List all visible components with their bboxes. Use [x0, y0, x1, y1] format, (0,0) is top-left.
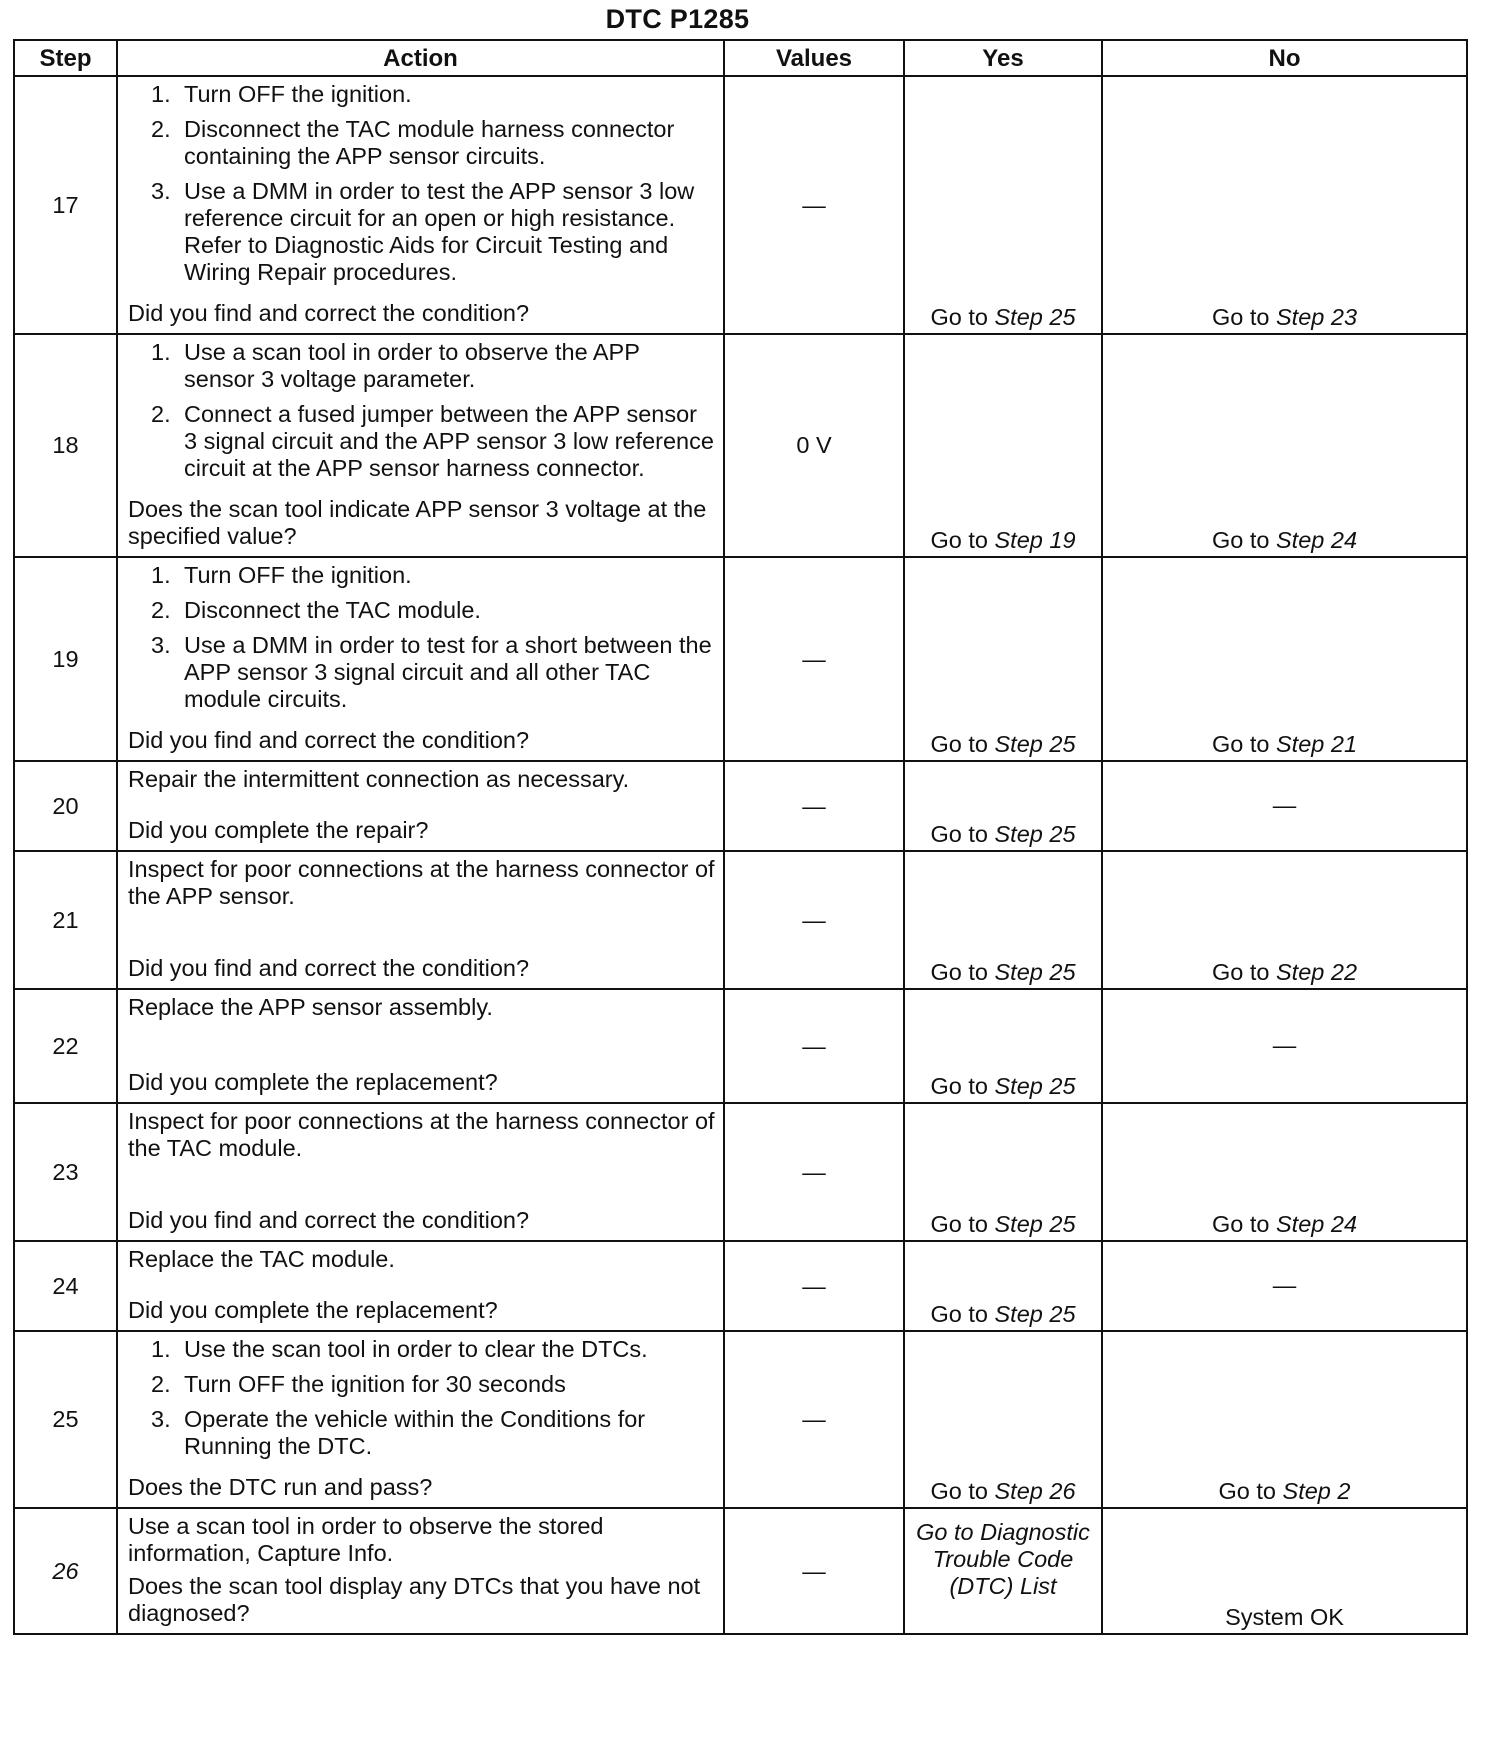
action-step-item [151, 1371, 715, 1398]
no-goto-target: Step 21 [1276, 731, 1358, 757]
action-spacer [128, 1021, 715, 1069]
no-dash: — [1272, 1031, 1297, 1058]
yes-cell [904, 989, 1102, 1103]
table-row [14, 1103, 1467, 1241]
no-goto-target: Step 2 [1282, 1478, 1351, 1504]
yes-goto-prefix: Go to [930, 527, 995, 553]
action-cell [117, 1331, 724, 1508]
table-header-row [14, 40, 1467, 76]
action-cell [117, 851, 724, 989]
action-content [128, 994, 715, 1096]
no-goto-prefix: Go to [1211, 959, 1276, 985]
table-row [14, 851, 1467, 989]
action-content [128, 856, 715, 982]
value-cell: — [724, 989, 904, 1103]
yes-goto-target: Step 19 [994, 527, 1076, 553]
yes-goto-target: Step 25 [994, 1073, 1076, 1099]
no-cell [1102, 1241, 1467, 1331]
value-cell: 0 V [724, 334, 904, 557]
action-cell [117, 557, 724, 761]
yes-goto-target: Step 25 [994, 304, 1076, 330]
action-step-number: 1. [151, 1336, 171, 1362]
table-row [14, 1241, 1467, 1331]
step-number: 25 [14, 1331, 117, 1508]
action-cell [117, 1241, 724, 1331]
step-number: 22 [14, 989, 117, 1103]
action-question: Does the scan tool display any DTCs that you have not diagnosed? [128, 1573, 701, 1626]
table-row [14, 1508, 1467, 1634]
action-step-text: Turn OFF the ignition. [184, 562, 412, 588]
no-goto-prefix: Go to [1211, 304, 1276, 330]
action-step-number: 2. [151, 116, 171, 142]
action-step-item [151, 562, 715, 589]
value-cell: — [724, 761, 904, 851]
step-number: 19 [14, 557, 117, 761]
no-cell [1102, 76, 1467, 334]
action-instruction: Inspect for poor connections at the harness connector of the APP sensor. [128, 856, 715, 909]
no-goto-prefix: Go to [1218, 1478, 1283, 1504]
action-question: Did you complete the repair? [128, 817, 429, 843]
page-title: DTC P1285 [605, 4, 750, 34]
step-number: 26 [14, 1508, 117, 1634]
action-content [128, 766, 715, 844]
yes-goto-prefix: Go to [930, 731, 995, 757]
action-step-item [151, 178, 715, 286]
step-number: 17 [14, 76, 117, 334]
no-cell [1102, 1508, 1467, 1634]
yes-goto-target: Step 25 [994, 1301, 1076, 1327]
no-goto-target: Step 22 [1276, 959, 1358, 985]
action-step-item [151, 597, 715, 624]
action-step-number: 3. [151, 632, 171, 658]
action-content [128, 339, 715, 550]
no-goto-prefix: Go to [1211, 731, 1276, 757]
action-spacer [128, 910, 715, 955]
action-instruction: Repair the intermittent connection as necessary. [128, 766, 630, 792]
no-dash: — [1272, 791, 1297, 818]
yes-cell [904, 761, 1102, 851]
action-step-text: Operate the vehicle within the Conditions for Running the DTC. [184, 1406, 646, 1459]
no-goto-link[interactable] [1212, 731, 1357, 757]
yes-goto-prefix: Go to [930, 1301, 995, 1327]
yes-goto-link[interactable] [930, 959, 1075, 985]
action-step-number: 1. [151, 562, 171, 588]
action-step-text: Disconnect the TAC module harness connector containing the APP sensor circuits. [184, 116, 675, 169]
yes-cell [904, 1508, 1102, 1634]
action-step-number: 2. [151, 597, 171, 623]
no-cell [1102, 334, 1467, 557]
table-row [14, 334, 1467, 557]
table-row [14, 1331, 1467, 1508]
step-number: 24 [14, 1241, 117, 1331]
no-goto-link[interactable] [1212, 527, 1357, 553]
action-step-text: Use a DMM in order to test for a short between the APP sensor 3 signal circuit and all other TAC module circuits. [184, 632, 712, 712]
yes-cell [904, 1331, 1102, 1508]
yes-goto-target: Step 26 [994, 1478, 1076, 1504]
action-step-list [128, 1336, 715, 1468]
yes-goto-link[interactable] [930, 1211, 1075, 1237]
yes-cell [904, 76, 1102, 334]
value-cell: — [724, 1241, 904, 1331]
yes-cell [904, 1241, 1102, 1331]
action-step-text: Use a scan tool in order to observe the APP sensor 3 voltage parameter. [184, 339, 640, 392]
table-row [14, 557, 1467, 761]
yes-goto-prefix: Go to [930, 304, 995, 330]
yes-goto-link[interactable] [916, 1519, 1090, 1599]
step-number: 23 [14, 1103, 117, 1241]
no-goto-link[interactable] [1219, 1478, 1351, 1504]
action-step-item [151, 81, 715, 108]
action-cell [117, 1103, 724, 1241]
action-step-text: Use the scan tool in order to clear the DTCs. [184, 1336, 648, 1362]
action-content [128, 81, 715, 327]
action-step-list [128, 81, 715, 294]
yes-cell [904, 557, 1102, 761]
action-step-item [151, 1406, 715, 1460]
action-step-number: 3. [151, 178, 171, 204]
action-step-item [151, 632, 715, 713]
column-header-step: Step [14, 40, 117, 76]
action-step-item [151, 401, 715, 482]
no-goto-target: Step 24 [1276, 527, 1358, 553]
no-cell [1102, 989, 1467, 1103]
action-question: Does the DTC run and pass? [128, 1474, 433, 1500]
yes-goto-link[interactable] [930, 1478, 1075, 1504]
value-cell: — [724, 1508, 904, 1634]
no-cell [1102, 851, 1467, 989]
no-cell [1102, 1103, 1467, 1241]
step-number: 18 [14, 334, 117, 557]
column-header-values: Values [724, 40, 904, 76]
action-instruction: Inspect for poor connections at the harness connector of the TAC module. [128, 1108, 715, 1161]
yes-goto-link[interactable] [930, 821, 1075, 847]
diagnostic-table [13, 39, 1468, 1635]
action-step-item [151, 1336, 715, 1363]
action-spacer [128, 793, 715, 817]
yes-goto-prefix: Go to [930, 1478, 995, 1504]
value-cell: — [724, 851, 904, 989]
column-header-action: Action [117, 40, 724, 76]
action-step-number: 1. [151, 81, 171, 107]
yes-cell [904, 851, 1102, 989]
table-body [14, 76, 1467, 1634]
no-goto-target: Step 23 [1276, 304, 1358, 330]
action-step-text: Disconnect the TAC module. [184, 597, 481, 623]
action-cell [117, 989, 724, 1103]
table-row [14, 76, 1467, 334]
action-instruction: Replace the APP sensor assembly. [128, 994, 493, 1020]
action-cell [117, 76, 724, 334]
no-goto-link[interactable] [1212, 304, 1357, 330]
action-step-number: 1. [151, 339, 171, 365]
yes-goto-prefix: Go to [930, 959, 995, 985]
yes-goto-prefix: Go to [930, 821, 995, 847]
action-step-text: Turn OFF the ignition for 30 seconds [184, 1371, 566, 1397]
action-question: Did you find and correct the condition? [128, 300, 530, 326]
yes-goto-link[interactable] [930, 731, 1075, 757]
action-question: Does the scan tool indicate APP sensor 3 voltage at the specified value? [128, 496, 707, 549]
table-row [14, 761, 1467, 851]
yes-goto-link[interactable] [930, 304, 1075, 330]
action-step-number: 2. [151, 1371, 171, 1397]
action-cell [117, 761, 724, 851]
no-dash: — [1272, 1271, 1297, 1298]
action-cell [117, 1508, 724, 1634]
column-header-yes: Yes [904, 40, 1102, 76]
value-cell: — [724, 76, 904, 334]
action-cell [117, 334, 724, 557]
no-cell [1102, 761, 1467, 851]
action-content [128, 562, 715, 754]
action-content [128, 1513, 715, 1627]
action-step-item [151, 116, 715, 170]
yes-cell [904, 1103, 1102, 1241]
table-row [14, 989, 1467, 1103]
step-number: 20 [14, 761, 117, 851]
no-goto-target: Step 24 [1276, 1211, 1358, 1237]
action-instruction: Use a scan tool in order to observe the stored information, Capture Info. [128, 1513, 604, 1566]
action-question: Did you find and correct the condition? [128, 727, 530, 753]
action-spacer [128, 1273, 715, 1297]
action-content [128, 1246, 715, 1324]
action-question: Did you complete the replacement? [128, 1069, 498, 1095]
no-cell [1102, 557, 1467, 761]
action-step-list [128, 339, 715, 490]
yes-goto-link[interactable] [930, 1073, 1075, 1099]
action-content [128, 1108, 715, 1234]
yes-goto-link[interactable] [930, 1301, 1075, 1327]
action-step-text: Use a DMM in order to test the APP sensor 3 low reference circuit for an open or high resistance. Refer to Diagnostic Aids for Circuit Testing and Wiring Repair procedures. [184, 178, 695, 285]
step-number: 21 [14, 851, 117, 989]
value-cell: — [724, 557, 904, 761]
yes-goto-link[interactable] [930, 527, 1075, 553]
action-question: Did you find and correct the condition? [128, 955, 530, 981]
yes-goto-target: Step 25 [994, 959, 1076, 985]
no-goto-link[interactable] [1212, 1211, 1357, 1237]
no-goto-prefix: Go to [1211, 527, 1276, 553]
yes-goto-prefix: Go to [930, 1211, 995, 1237]
no-result-text: System OK [1225, 1604, 1344, 1630]
action-instruction: Replace the TAC module. [128, 1246, 395, 1272]
yes-goto-prefix: Go to [916, 1519, 981, 1545]
yes-goto-target: Step 25 [994, 1211, 1076, 1237]
no-cell [1102, 1331, 1467, 1508]
action-content [128, 1336, 715, 1501]
no-goto-link[interactable] [1212, 959, 1357, 985]
action-step-number: 2. [151, 401, 171, 427]
value-cell: — [724, 1103, 904, 1241]
no-goto-prefix: Go to [1211, 1211, 1276, 1237]
action-step-list [128, 562, 715, 721]
yes-goto-target: Step 25 [994, 821, 1076, 847]
yes-goto-prefix: Go to [930, 1073, 995, 1099]
action-step-text: Connect a fused jumper between the APP sensor 3 signal circuit and the APP sensor 3 low reference circuit at the APP sensor harness connector. [184, 401, 714, 481]
action-question: Did you complete the replacement? [128, 1297, 498, 1323]
yes-cell [904, 334, 1102, 557]
yes-goto-target: Step 25 [994, 731, 1076, 757]
action-spacer [128, 1162, 715, 1207]
action-step-item [151, 339, 715, 393]
action-step-text: Turn OFF the ignition. [184, 81, 412, 107]
yes-goto-target: Diagnostic Trouble Code (DTC) List [932, 1519, 1090, 1599]
column-header-no: No [1102, 40, 1467, 76]
value-cell: — [724, 1331, 904, 1508]
action-question: Did you find and correct the condition? [128, 1207, 530, 1233]
action-step-number: 3. [151, 1406, 171, 1432]
